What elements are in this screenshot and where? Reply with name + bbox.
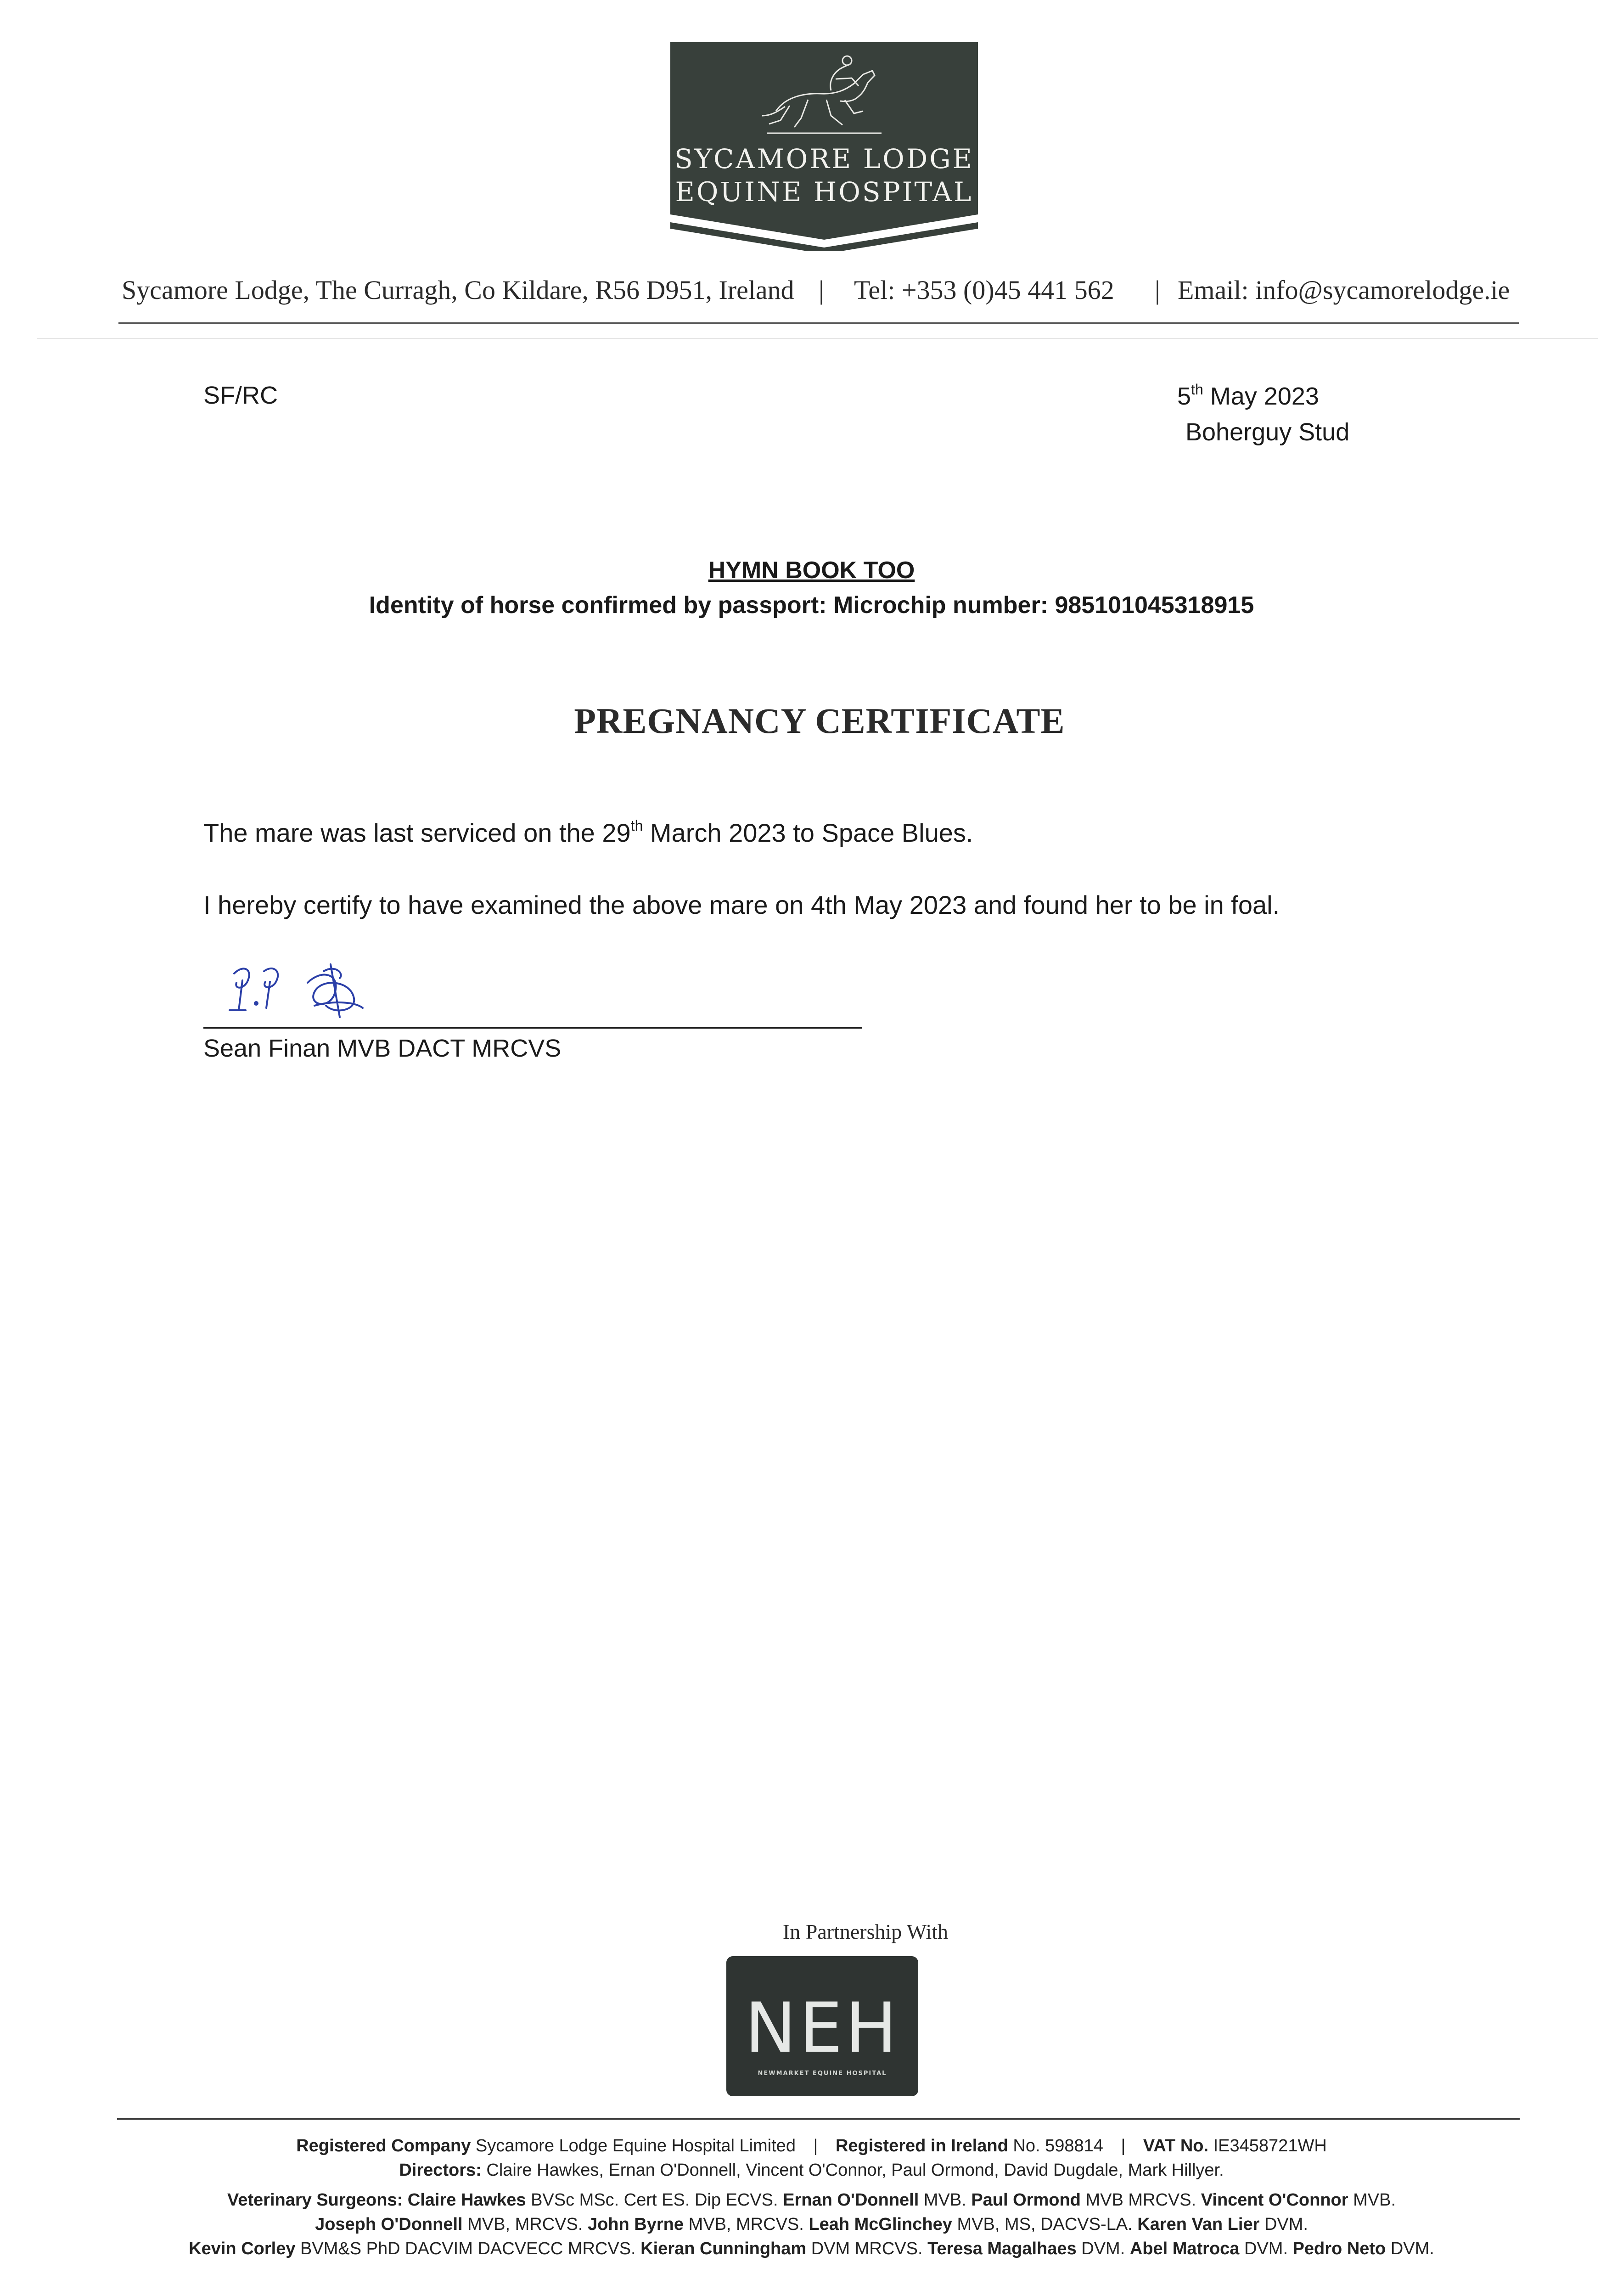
letter-date — [1177, 381, 1319, 411]
signature-line — [203, 1027, 862, 1029]
contact-line — [122, 275, 1517, 316]
service-paragraph — [203, 817, 973, 848]
reg-ireland-value: No. 598814 — [1013, 2136, 1103, 2155]
vet-name: Vincent O'Connor — [1201, 2190, 1348, 2210]
reg-company-label: Registered Company — [296, 2136, 471, 2155]
separator: | — [813, 2136, 818, 2155]
logo-line-2: EQUINE HOSPITAL — [675, 176, 973, 208]
vet-quals: MVB MRCVS. — [1085, 2190, 1196, 2210]
date-day: 5 — [1177, 383, 1191, 410]
identity-line: Identity of horse confirmed by passport: Microchip number: 985101045318915 — [369, 592, 1254, 619]
vet-quals: DVM. — [1264, 2215, 1308, 2234]
hospital-logo — [670, 42, 978, 251]
vet-name: Claire Hawkes — [407, 2190, 526, 2210]
vet-name: Pedro Neto — [1292, 2239, 1386, 2258]
partnership-label: In Partnership With — [782, 1920, 949, 1943]
footer-vets-line-3 — [0, 2239, 1623, 2259]
signatory-name: Sean Finan MVB DACT MRCVS — [203, 1035, 562, 1062]
vet-name: Ernan O'Donnell — [783, 2190, 919, 2210]
vet-quals: BVSc MSc. Cert ES. Dip ECVS. — [531, 2190, 778, 2210]
vet-name: Joseph O'Donnell — [315, 2215, 463, 2234]
vets-label: Veterinary Surgeons: — [227, 2190, 403, 2210]
vet-quals: MVB. — [923, 2190, 966, 2210]
service-text-a: The mare was last serviced on the 29 — [203, 818, 631, 847]
vet-quals: DVM. — [1081, 2239, 1125, 2258]
vet-quals: MVB, MRCVS. — [467, 2215, 583, 2234]
footer-directors — [0, 2161, 1623, 2180]
vet-name: John Byrne — [587, 2215, 684, 2234]
service-text-b: March 2023 to Space Blues. — [643, 818, 973, 847]
separator: | — [819, 275, 824, 305]
vat-label: VAT No. — [1143, 2136, 1209, 2155]
vet-quals: DVM. — [1244, 2239, 1288, 2258]
separator: | — [1155, 275, 1160, 305]
vet-name: Kevin Corley — [189, 2239, 296, 2258]
email[interactable]: Email: info@sycamorelodge.ie — [1178, 275, 1510, 305]
footer-vets-line-2 — [0, 2215, 1623, 2234]
directors-label: Directors: — [399, 2161, 482, 2180]
footer-rule — [117, 2118, 1520, 2120]
service-suffix: th — [630, 817, 643, 834]
vet-quals: MVB, MS, DACVS-LA. — [957, 2215, 1133, 2234]
vet-quals: MVB, MRCVS. — [688, 2215, 804, 2234]
reference-code: SF/RC — [203, 382, 278, 409]
certify-paragraph: I hereby certify to have examined the above mare on 4th May 2023 and found her to be in foal. — [203, 890, 1280, 919]
reg-company-value: Sycamore Lodge Equine Hospital Limited — [475, 2136, 796, 2155]
vet-name: Karen Van Lier — [1137, 2215, 1260, 2234]
telephone: Tel: +353 (0)45 441 562 — [854, 275, 1114, 305]
handwritten-signature — [216, 946, 399, 1029]
horse-name: HYMN BOOK TOO — [708, 557, 915, 584]
vet-quals: BVM&S PhD DACVIM DACVECC MRCVS. — [300, 2239, 636, 2258]
footer-vets-line-1 — [0, 2190, 1623, 2210]
certificate-title: PREGNANCY CERTIFICATE — [574, 701, 1065, 741]
vet-name: Kieran Cunningham — [640, 2239, 807, 2258]
vat-value: IE3458721WH — [1213, 2136, 1327, 2155]
neh-logo — [726, 1956, 918, 2096]
footer-registration — [0, 2136, 1623, 2156]
vet-name: Leah McGlinchey — [809, 2215, 952, 2234]
vet-name: Teresa Magalhaes — [927, 2239, 1077, 2258]
separator: | — [1121, 2136, 1126, 2155]
date-rest: May 2023 — [1203, 383, 1319, 410]
header-faint-rule — [37, 338, 1598, 339]
postal-address: Sycamore Lodge, The Curragh, Co Kildare, R56 D951, Ireland — [122, 275, 794, 305]
neh-logo-subtext: NEWMARKET EQUINE HOSPITAL — [758, 2070, 887, 2077]
reg-ireland-label: Registered in Ireland — [835, 2136, 1008, 2155]
recipient: Boherguy Stud — [1185, 418, 1350, 446]
directors-value: Claire Hawkes, Ernan O'Donnell, Vincent O'Connor, Paul Ormond, David Dugdale, Mark Hillyer. — [486, 2161, 1224, 2180]
vet-name: Abel Matroca — [1129, 2239, 1240, 2258]
vet-quals: DVM MRCVS. — [811, 2239, 923, 2258]
vet-quals: MVB. — [1353, 2190, 1396, 2210]
logo-line-1: SYCAMORE LODGE — [674, 143, 974, 174]
neh-logo-text: NEH — [745, 1988, 900, 2068]
header-rule — [118, 322, 1519, 324]
date-suffix: th — [1191, 381, 1203, 398]
vet-name: Paul Ormond — [971, 2190, 1081, 2210]
vet-quals: DVM. — [1390, 2239, 1434, 2258]
